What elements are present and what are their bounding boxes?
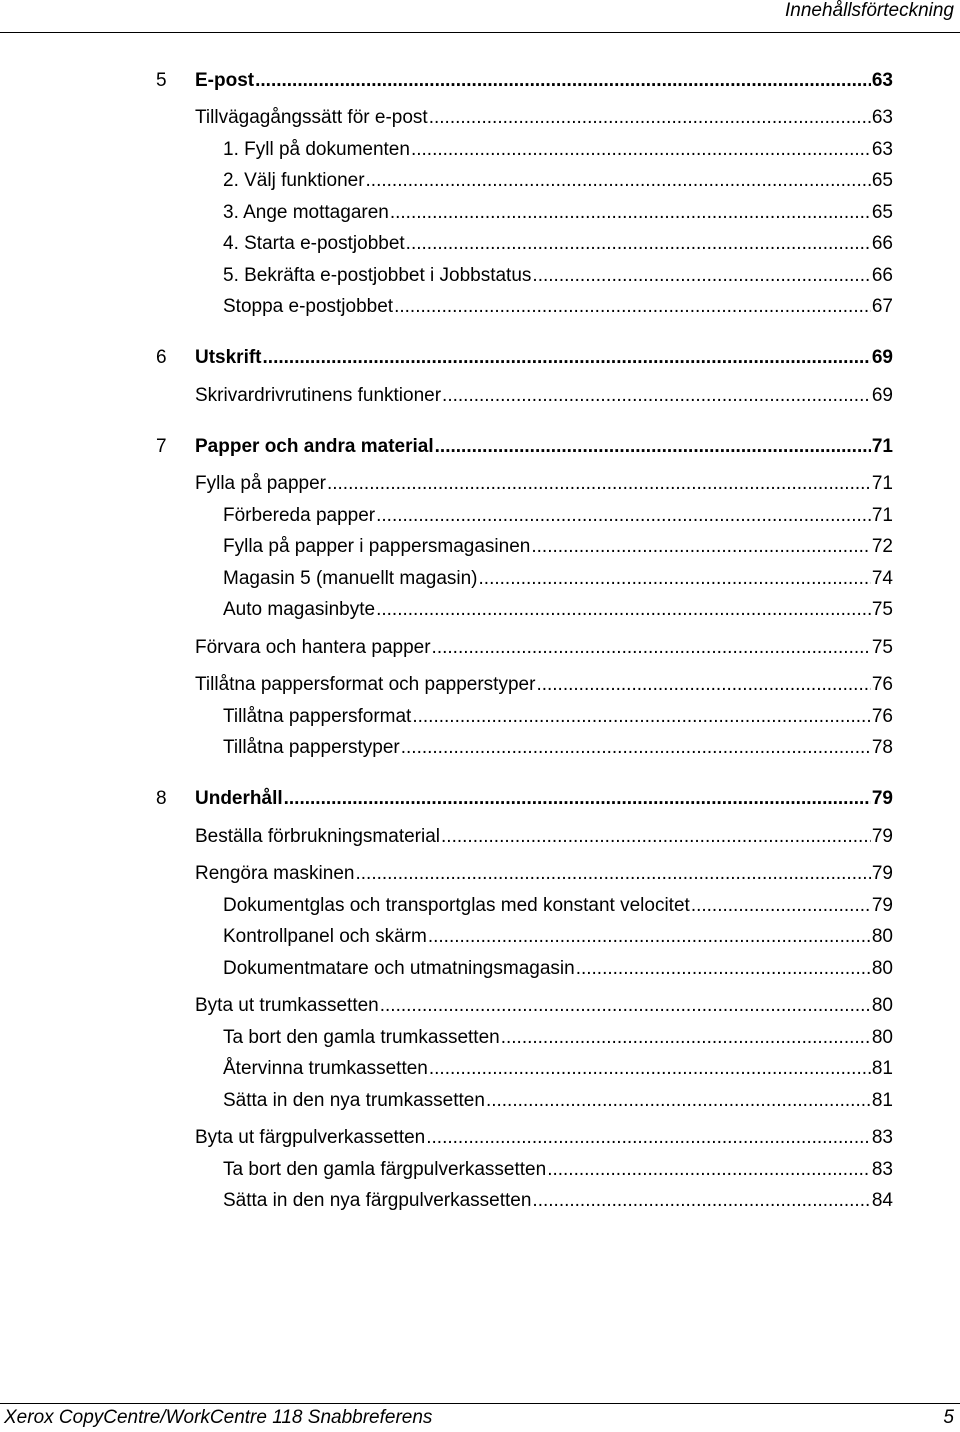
toc-entry-title: 2. Välj funktioner [223, 170, 365, 191]
toc-entry-title: Tillåtna pappersformat och papperstyper [195, 674, 536, 695]
toc-subsection-entry[interactable] [223, 566, 893, 592]
dot-leader [442, 383, 871, 409]
toc-entry-title: Byta ut trumkassetten [195, 995, 379, 1016]
toc-page-number: 79 [871, 863, 893, 884]
toc-entry-title: Fylla på papper i pappersmagasinen [223, 536, 531, 557]
toc-subsection-entry[interactable] [223, 704, 893, 730]
toc-page-number: 83 [871, 1159, 893, 1180]
toc-entry-title: Sätta in den nya trumkassetten [223, 1090, 485, 1111]
toc-chapter-entry[interactable] [195, 786, 893, 812]
toc-section-entry[interactable] [195, 861, 893, 887]
toc-section-entry[interactable] [195, 383, 893, 409]
toc-subsection-entry[interactable] [223, 294, 893, 320]
dot-leader [531, 534, 871, 560]
toc-subsection-entry[interactable] [223, 231, 893, 257]
toc-subsection-entry[interactable] [223, 263, 893, 289]
toc-page-number: 65 [871, 170, 893, 191]
dot-leader [406, 231, 871, 257]
header-divider [0, 32, 960, 33]
toc-entry-title: Auto magasinbyte [223, 599, 376, 620]
toc-page-number: 71 [871, 436, 893, 457]
toc-entry-title: Ta bort den gamla färgpulverkassetten [223, 1159, 547, 1180]
chapter-number: 5 [156, 70, 167, 91]
toc-entry-title: Dokumentglas och transportglas med konstant velocitet [223, 895, 690, 916]
toc-subsection-entry[interactable] [223, 137, 893, 163]
toc-subsection-entry[interactable] [223, 534, 893, 560]
dot-leader [486, 1088, 871, 1114]
toc-entry-title: Kontrollpanel och skärm [223, 926, 427, 947]
dot-leader [327, 471, 871, 497]
toc-page-number: 71 [871, 473, 893, 494]
toc-entry-title: Förbereda papper [223, 505, 376, 526]
footer-page-number: 5 [943, 1407, 954, 1428]
dot-leader [401, 735, 871, 761]
toc-entry-title: Dokumentmatare och utmatningsmagasin [223, 958, 575, 979]
running-header-title: Innehållsförteckning [785, 0, 954, 21]
toc-page-number: 79 [871, 895, 893, 916]
toc-entry-title: Förvara och hantera papper [195, 637, 431, 658]
toc-entry-title: 5. Bekräfta e-postjobbet i Jobbstatus [223, 265, 532, 286]
toc-page-number: 65 [871, 202, 893, 223]
toc-subsection-entry[interactable] [223, 893, 893, 919]
dot-leader [532, 1188, 870, 1214]
toc-page-number: 83 [871, 1127, 893, 1148]
toc-chapter-entry[interactable] [195, 68, 893, 94]
toc-entry-title: Utskrift [195, 347, 262, 368]
dot-leader [435, 434, 871, 460]
toc-page-number: 75 [871, 637, 893, 658]
toc-page-number: 81 [871, 1090, 893, 1111]
footer-divider [0, 1403, 960, 1404]
toc-entry-title: Sätta in den nya färgpulverkassetten [223, 1190, 532, 1211]
toc-section-entry[interactable] [195, 635, 893, 661]
toc-section-entry[interactable] [195, 471, 893, 497]
toc-page-number: 81 [871, 1058, 893, 1079]
toc-entry-title: Underhåll [195, 788, 283, 809]
toc-subsection-entry[interactable] [223, 1088, 893, 1114]
toc-entry-title: 1. Fyll på dokumenten [223, 139, 410, 160]
toc-page-number: 84 [871, 1190, 893, 1211]
dot-leader [429, 105, 871, 131]
toc-subsection-entry[interactable] [223, 503, 893, 529]
toc-entry-title: Stoppa e-postjobbet [223, 296, 394, 317]
dot-leader [412, 704, 871, 730]
dot-leader [501, 1025, 871, 1051]
toc-entry-title: Papper och andra material [195, 436, 434, 457]
dot-leader [376, 597, 871, 623]
toc-entry-title: Ta bort den gamla trumkassetten [223, 1027, 500, 1048]
dot-leader [284, 786, 871, 812]
toc-page-number: 80 [871, 1027, 893, 1048]
toc-subsection-entry[interactable] [223, 1188, 893, 1214]
toc-page-number: 63 [871, 139, 893, 160]
toc-section-entry[interactable] [195, 993, 893, 1019]
toc-page-number: 72 [871, 536, 893, 557]
dot-leader [479, 566, 871, 592]
toc-subsection-entry[interactable] [223, 1025, 893, 1051]
toc-subsection-entry[interactable] [223, 597, 893, 623]
toc-entry-title: Återvinna trumkassetten [223, 1058, 428, 1079]
toc-page-number: 80 [871, 958, 893, 979]
dot-leader [255, 68, 871, 94]
toc-subsection-entry[interactable] [223, 956, 893, 982]
toc-chapter-entry[interactable] [195, 345, 893, 371]
toc-page-number: 63 [871, 70, 893, 91]
dot-leader [355, 861, 870, 887]
toc-entry-title: Rengöra maskinen [195, 863, 355, 884]
toc-page-number: 79 [871, 826, 893, 847]
dot-leader [428, 924, 871, 950]
dot-leader [432, 635, 871, 661]
toc-section-entry[interactable] [195, 105, 893, 131]
dot-leader [366, 168, 871, 194]
toc-entry-title: Tillvägagångssätt för e-post [195, 107, 428, 128]
dot-leader [547, 1157, 871, 1183]
toc-page-number: 69 [871, 347, 893, 368]
dot-leader [429, 1056, 871, 1082]
dot-leader [411, 137, 871, 163]
toc-entry-title: Skrivardrivrutinens funktioner [195, 385, 442, 406]
dot-leader [390, 200, 871, 226]
dot-leader [394, 294, 871, 320]
chapter-number: 8 [156, 788, 167, 809]
toc-entry-title: 4. Starta e-postjobbet [223, 233, 405, 254]
dot-leader [263, 345, 871, 371]
toc-section-entry[interactable] [195, 824, 893, 850]
toc-entry-title: Byta ut färgpulverkassetten [195, 1127, 426, 1148]
toc-page-number: 66 [871, 265, 893, 286]
toc-page-number: 75 [871, 599, 893, 620]
toc-entry-title: Beställa förbrukningsmaterial [195, 826, 441, 847]
toc-page-number: 76 [871, 674, 893, 695]
toc-section-entry[interactable] [195, 672, 893, 698]
toc-subsection-entry[interactable] [223, 200, 893, 226]
toc-subsection-entry[interactable] [223, 168, 893, 194]
dot-leader [532, 263, 870, 289]
toc-page-number: 80 [871, 926, 893, 947]
toc-chapter-entry[interactable] [195, 434, 893, 460]
toc-entry-title: Tillåtna papperstyper [223, 737, 400, 758]
toc-page-number: 79 [871, 788, 893, 809]
toc-page-number: 69 [871, 385, 893, 406]
dot-leader [691, 893, 871, 919]
toc-page-number: 80 [871, 995, 893, 1016]
dot-leader [426, 1125, 871, 1151]
toc-entry-title: Magasin 5 (manuellt magasin) [223, 568, 478, 589]
toc-page-number: 63 [871, 107, 893, 128]
toc-entry-title: Fylla på papper [195, 473, 326, 494]
toc-subsection-entry[interactable] [223, 924, 893, 950]
chapter-number: 6 [156, 347, 167, 368]
toc-subsection-entry[interactable] [223, 1157, 893, 1183]
dot-leader [576, 956, 871, 982]
toc-entry-title: E-post [195, 70, 255, 91]
chapter-number: 7 [156, 436, 167, 457]
toc-subsection-entry[interactable] [223, 1056, 893, 1082]
toc-page-number: 66 [871, 233, 893, 254]
dot-leader [536, 672, 870, 698]
dot-leader [441, 824, 871, 850]
dot-leader [376, 503, 871, 529]
toc-entry-title: 3. Ange mottagaren [223, 202, 389, 223]
toc-page-number: 74 [871, 568, 893, 589]
dot-leader [380, 993, 871, 1019]
toc-section-entry[interactable] [195, 1125, 893, 1151]
toc-page-number: 67 [871, 296, 893, 317]
toc-subsection-entry[interactable] [223, 735, 893, 761]
footer-document-title: Xerox CopyCentre/WorkCentre 118 Snabbreferens [4, 1407, 433, 1428]
toc-page-number: 76 [871, 706, 893, 727]
toc-page-number: 78 [871, 737, 893, 758]
toc-page-number: 71 [871, 505, 893, 526]
toc-entry-title: Tillåtna pappersformat [223, 706, 412, 727]
